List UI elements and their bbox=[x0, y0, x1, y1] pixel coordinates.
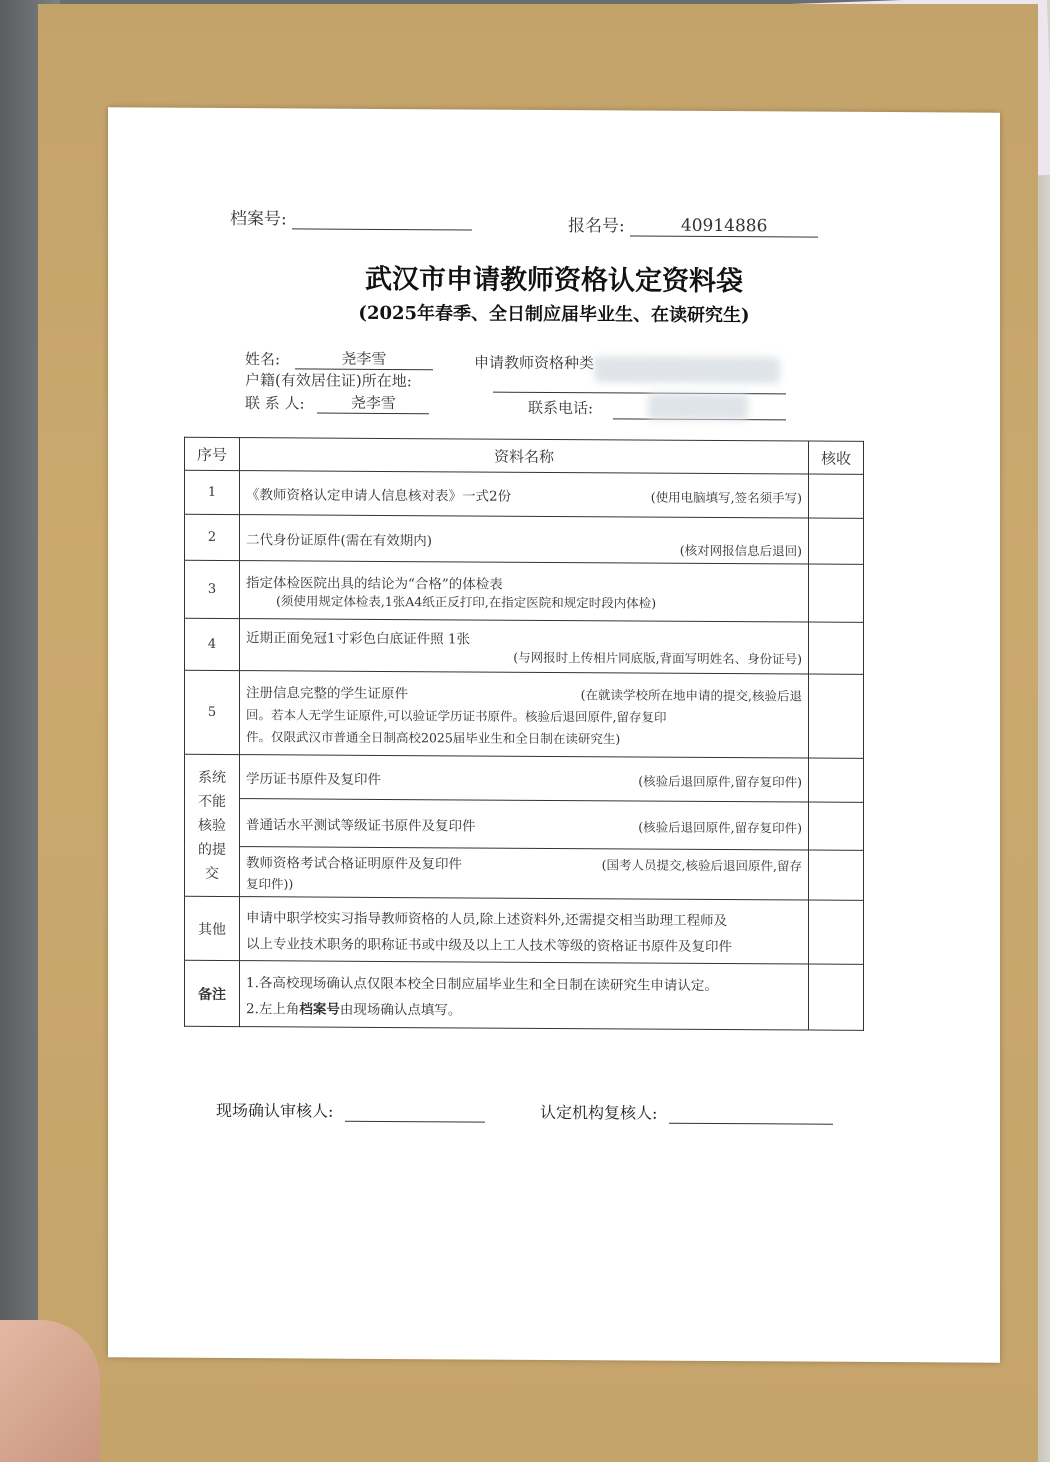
check-cell bbox=[809, 564, 864, 622]
remark-text-bold: 档案号 bbox=[299, 1000, 340, 1018]
group-label-line: 系统 bbox=[198, 769, 226, 786]
table-row-other bbox=[185, 896, 864, 964]
contact-value: 尧李雪 bbox=[317, 393, 429, 415]
row-number: 4 bbox=[185, 618, 240, 670]
item-note: (核验后退回原件,留存复印件) bbox=[638, 773, 802, 790]
row-content bbox=[240, 755, 809, 802]
check-cell bbox=[809, 622, 864, 674]
check-cell bbox=[809, 964, 864, 1030]
remark-text: 2.左上角 bbox=[246, 1000, 300, 1017]
qualification-type-label: 申请教师资格种类 bbox=[474, 353, 595, 373]
document-sheet bbox=[108, 107, 1000, 1362]
onsite-reviewer-label: 现场确认审核人: bbox=[216, 1100, 334, 1121]
item-note: (核验后退回原件,留存复印件) bbox=[638, 819, 802, 836]
table-row bbox=[185, 514, 864, 564]
table-row bbox=[185, 470, 864, 518]
group-label-line: 不能 bbox=[198, 793, 226, 810]
registration-number-field bbox=[568, 211, 818, 238]
contact-field bbox=[245, 392, 429, 414]
document-subtitle: (2025年春季、全日制应届毕业生、在读研究生) bbox=[358, 302, 750, 327]
table-row bbox=[185, 618, 864, 674]
table-row bbox=[185, 798, 864, 850]
item-note-continued: 复印件)) bbox=[246, 876, 294, 892]
row-content bbox=[240, 961, 809, 1030]
remark-label: 备注 bbox=[185, 960, 240, 1026]
item-name: 学历证书原件及复印件 bbox=[246, 770, 381, 788]
item-note: (须使用规定体检表,1张A4纸正反打印,在指定医院和规定时段内体检) bbox=[276, 592, 657, 611]
row-content bbox=[240, 471, 809, 518]
row-content bbox=[240, 561, 809, 622]
item-name: 二代身份证原件(需在有效期内) bbox=[246, 531, 433, 549]
item-name: 普通话水平测试等级证书原件及复印件 bbox=[246, 816, 476, 835]
check-cell bbox=[809, 474, 864, 518]
group-label-line: 的提 bbox=[198, 841, 226, 858]
onsite-reviewer-line bbox=[345, 1101, 485, 1123]
file-number-field bbox=[230, 204, 472, 230]
item-note-continued: 回。若本人无学生证原件,可以验证学历证书原件。核验后退回原件,留存复印 bbox=[246, 706, 667, 725]
remark-line bbox=[246, 997, 802, 1020]
registration-number-value: 40914886 bbox=[630, 215, 818, 237]
item-name: 近期正面免冠1寸彩色白底证件照 1张 bbox=[246, 629, 470, 647]
onsite-reviewer-field bbox=[216, 1098, 485, 1123]
item-note: (在就读学校所在地申请的提交,核验后退 bbox=[580, 686, 802, 704]
name-field bbox=[245, 348, 433, 370]
item-name: 指定体检医院出具的结论为“合格”的体检表 bbox=[246, 574, 503, 593]
file-number-label: 档案号: bbox=[230, 209, 287, 230]
hukou-field bbox=[245, 369, 412, 391]
table-row bbox=[185, 754, 864, 802]
row-content bbox=[240, 671, 809, 758]
agency-reviewer-field bbox=[540, 1100, 833, 1125]
row-number: 3 bbox=[185, 560, 240, 618]
table-row bbox=[185, 560, 864, 622]
item-name: 《教师资格认定申请人信息核对表》一式2份 bbox=[246, 486, 512, 505]
item-note: (国考人员提交,核验后退回原件,留存 bbox=[601, 857, 802, 874]
check-cell bbox=[809, 850, 864, 900]
table-header-row bbox=[185, 437, 864, 474]
agency-reviewer-line bbox=[669, 1103, 833, 1125]
remark-line: 1.各高校现场确认点仅限本校全日制应届毕业生和全日制在读研究生申请认定。 bbox=[246, 974, 718, 994]
check-cell bbox=[809, 758, 864, 802]
contact-label: 联 系 人: bbox=[245, 394, 305, 413]
item-name: 注册信息完整的学生证原件 bbox=[246, 684, 408, 702]
table-row bbox=[185, 846, 864, 900]
redaction-mosaic bbox=[594, 356, 780, 383]
row-content bbox=[240, 847, 809, 900]
check-cell bbox=[809, 900, 864, 964]
document-title: 武汉市申请教师资格认定资料袋 bbox=[365, 263, 743, 298]
row-content bbox=[240, 619, 809, 674]
file-number-value bbox=[292, 208, 472, 230]
item-note: (核对网报信息后退回) bbox=[679, 542, 802, 559]
registration-number-label: 报名号: bbox=[568, 216, 625, 237]
other-label: 其他 bbox=[185, 896, 240, 960]
group-label-line: 核验 bbox=[198, 817, 226, 834]
name-label: 姓名: bbox=[245, 350, 281, 369]
row-content bbox=[240, 515, 809, 564]
check-cell bbox=[809, 674, 864, 758]
table-row-remark bbox=[185, 960, 864, 1030]
check-cell bbox=[809, 518, 864, 564]
remark-text: 由现场确认点填写。 bbox=[339, 1001, 462, 1018]
header-material-name: 资料名称 bbox=[240, 438, 809, 474]
row-number: 2 bbox=[185, 514, 240, 560]
redaction-mosaic bbox=[648, 394, 748, 421]
table-row bbox=[185, 670, 864, 758]
item-note: (使用电脑填写,签名须手写) bbox=[650, 489, 802, 506]
item-note-continued: 件。仅限武汉市普通全日制高校2025届毕业生和全日制在读研究生) bbox=[246, 728, 621, 746]
hukou-label: 户籍(有效居住证)所在地: bbox=[245, 371, 412, 391]
name-value: 尧李雪 bbox=[295, 348, 433, 370]
finger bbox=[0, 1320, 100, 1462]
row-number: 5 bbox=[185, 670, 240, 754]
item-note: (与网报时上传相片同底版,背面写明姓名、身份证号) bbox=[513, 649, 802, 667]
row-content bbox=[240, 799, 809, 850]
other-text-line: 以上专业技术职务的职称证书或中级及以上工人技术等级的资格证书原件及复印件 bbox=[246, 935, 732, 955]
row-content bbox=[240, 897, 809, 964]
materials-table bbox=[184, 437, 864, 1031]
phone-label: 联系电话: bbox=[528, 398, 594, 418]
other-text-line: 申请中职学校实习指导教师资格的人员,除上述资料外,还需提交相当助理工程师及 bbox=[246, 909, 728, 929]
row-number: 1 bbox=[185, 470, 240, 514]
item-name: 教师资格考试合格证明原件及复印件 bbox=[246, 855, 462, 873]
header-check: 核收 bbox=[809, 441, 864, 474]
agency-reviewer-label: 认定机构复核人: bbox=[540, 1102, 658, 1123]
check-cell bbox=[809, 802, 864, 850]
header-serial: 序号 bbox=[185, 437, 240, 470]
group-label-unverifiable bbox=[185, 754, 240, 896]
group-label-line: 交 bbox=[205, 865, 219, 882]
